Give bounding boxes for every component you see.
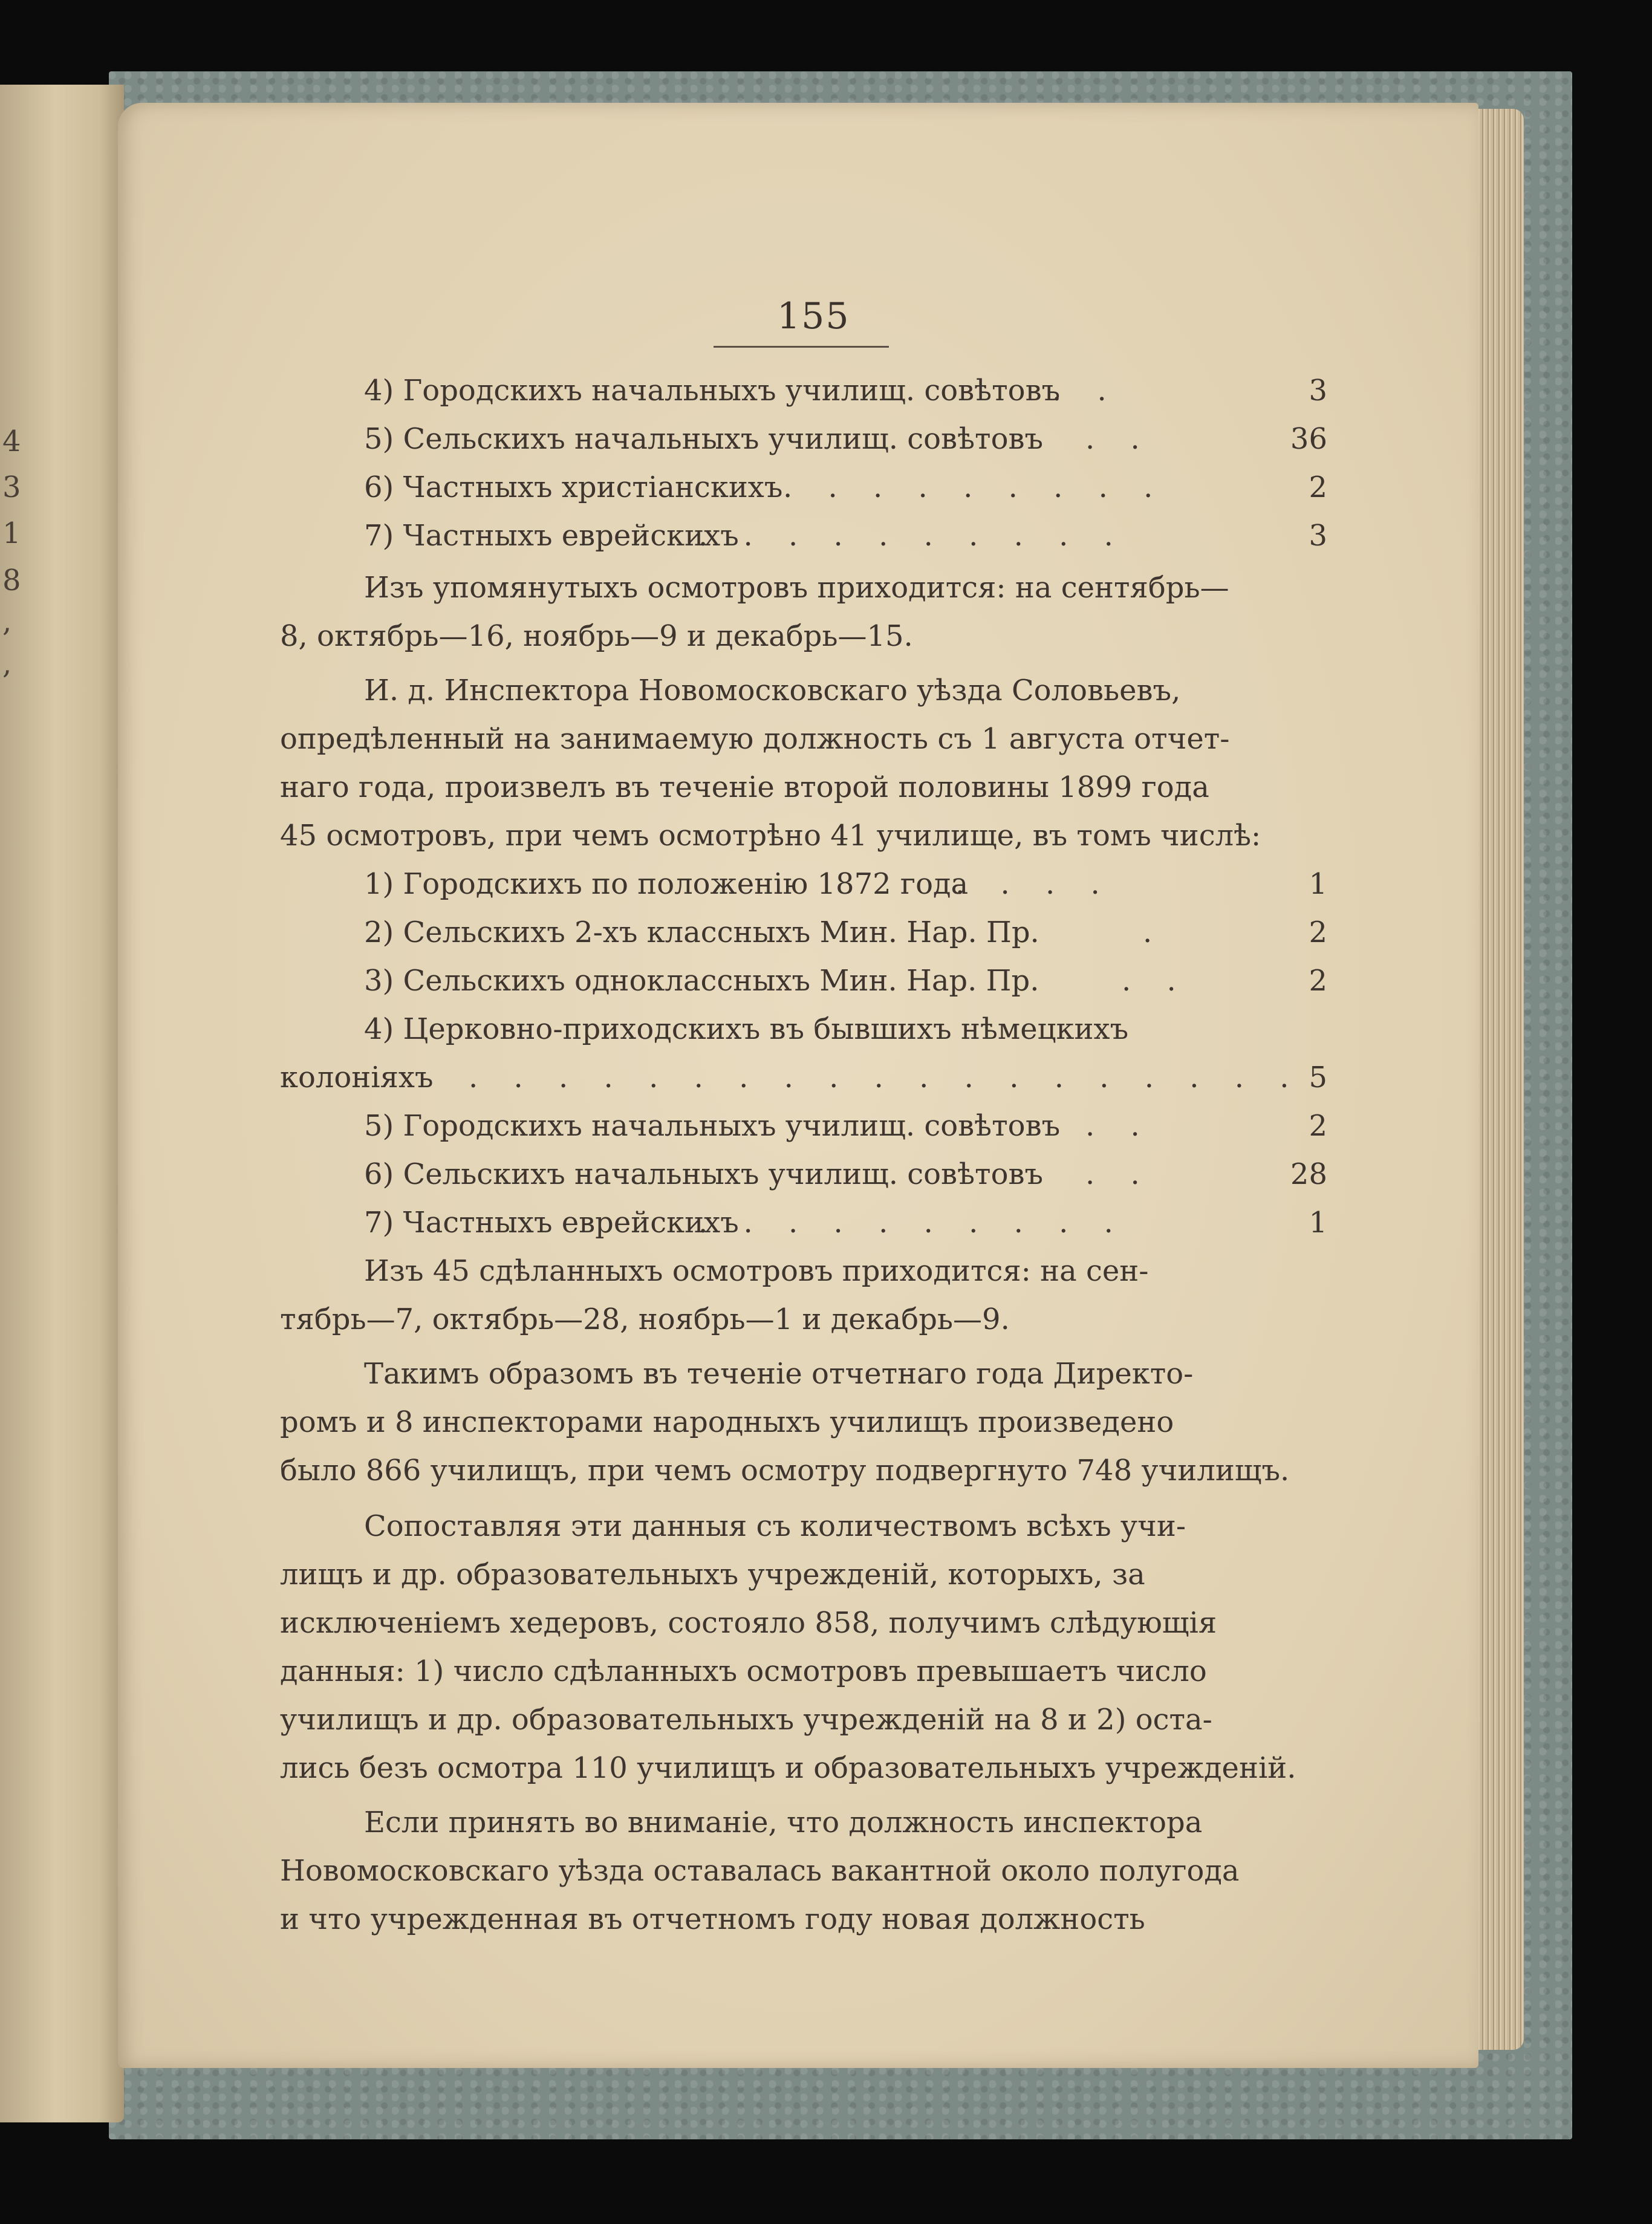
leader-dots: . . . . . . . . . . [698, 519, 1127, 553]
paragraph-line: училищъ и др. образовательныхъ учрежденій на 8 и 2) оста- [280, 1703, 1212, 1737]
leader-dots: . . [1122, 964, 1189, 998]
margin-fragment: , [2, 605, 12, 639]
paragraph-line: лищъ и др. образовательныхъ учрежденій, которыхъ, за [280, 1558, 1145, 1592]
list-item: 7) Частныхъ еврейскихъ [364, 519, 739, 553]
list-item: 4) Церковно-приходскихъ въ бывшихъ нѣмецкихъ [364, 1012, 1129, 1046]
paragraph-line: тябрь—7, октябрь—28, ноябрь—1 и декабрь—9. [280, 1302, 1010, 1336]
leader-dots: . . [1085, 1157, 1153, 1191]
margin-fragment: 3 [2, 470, 21, 504]
list-value: 3 [1309, 374, 1327, 408]
list-item: 5) Сельскихъ начальныхъ училищ. совѣтовъ [364, 422, 1044, 456]
paragraph-line: ромъ и 8 инспекторами народныхъ училищъ произведено [280, 1405, 1174, 1439]
leader-dots: . . [1085, 1109, 1153, 1143]
list-item: 4) Городскихъ начальныхъ училищ. совѣтовъ [364, 374, 1061, 408]
book-page [118, 103, 1478, 2068]
list-value: 2 [1309, 470, 1327, 504]
paragraph-line: Такимъ образомъ въ теченіе отчетнаго года Директо- [364, 1357, 1194, 1391]
list-item: 6) Частныхъ христіанскихъ [364, 470, 783, 504]
paragraph-line: данныя: 1) число сдѣланныхъ осмотровъ превышаетъ число [280, 1654, 1207, 1688]
paragraph-line: Сопоставляя эти данныя съ количествомъ всѣхъ учи- [364, 1509, 1186, 1543]
list-value: 2 [1309, 1109, 1327, 1143]
list-item: 6) Сельскихъ начальныхъ училищ. совѣтовъ [364, 1157, 1044, 1191]
list-value: 1 [1309, 867, 1327, 901]
paragraph-line: исключеніемъ хедеровъ, состояло 858, получимъ слѣдующія [280, 1606, 1217, 1640]
list-item: 3) Сельскихъ одноклассныхъ Мин. Нар. Пр. [364, 964, 1039, 998]
margin-fragment: 4 [2, 424, 21, 458]
leader-dots: . . . . [955, 867, 1113, 901]
paragraph-line: 45 осмотровъ, при чемъ осмотрѣно 41 училище, въ томъ числѣ: [280, 819, 1261, 853]
list-item: 2) Сельскихъ 2-хъ классныхъ Мин. Нар. Пр. [364, 915, 1039, 949]
leader-dots: . . . . . . . . . . . . . . . . . . . [469, 1061, 1302, 1094]
leader-dots: . . [1085, 422, 1153, 456]
paragraph-line: было 866 училищъ, при чемъ осмотру подвергнуто 748 училищъ. [280, 1454, 1290, 1488]
paragraph-line: Новомосковскаго уѣзда оставалась вакантной около полугода [280, 1854, 1240, 1888]
list-value: 3 [1309, 519, 1327, 553]
leader-dots: . . . . . . . . . [783, 470, 1166, 504]
list-value: 1 [1309, 1206, 1327, 1240]
page-number: 155 [777, 295, 850, 337]
margin-fragment: , [2, 647, 12, 681]
paragraph-line: Изъ упомянутыхъ осмотровъ приходится: на сентябрь— [364, 571, 1229, 605]
leader-dots: . . [1052, 374, 1120, 408]
paragraph-line: наго года, произвелъ въ теченіе второй половины 1899 года [280, 770, 1209, 804]
list-value: 36 [1290, 422, 1327, 456]
margin-fragment: 1 [2, 516, 21, 550]
paragraph-line: лись безъ осмотра 110 училищъ и образовательныхъ учрежденій. [280, 1751, 1296, 1785]
margin-fragment: 8 [2, 564, 21, 597]
list-value: 28 [1290, 1157, 1327, 1191]
paragraph-line: Если принять во вниманіе, что должность инспектора [364, 1806, 1203, 1839]
leader-dots: . . . . . . . . . . [698, 1206, 1127, 1240]
list-item-continuation: колоніяхъ [280, 1061, 434, 1094]
previous-page-edge [0, 85, 124, 2122]
header-rule [714, 346, 889, 348]
list-item: 1) Городскихъ по положенію 1872 года [364, 867, 969, 901]
list-item: 5) Городскихъ начальныхъ училищ. совѣтовъ [364, 1109, 1061, 1143]
list-value: 5 [1309, 1061, 1327, 1094]
list-value: 2 [1309, 915, 1327, 949]
list-item: 7) Частныхъ еврейскихъ [364, 1206, 739, 1240]
paragraph-line: 8, октябрь—16, ноябрь—9 и декабрь—15. [280, 619, 913, 653]
paragraph-line: И. д. Инспектора Новомосковскаго уѣзда Соловьевъ, [364, 674, 1181, 707]
leader-dots: . [1143, 915, 1166, 949]
paragraph-line: Изъ 45 сдѣланныхъ осмотровъ приходится: на сен- [364, 1254, 1149, 1288]
paragraph-line: опредѣленный на занимаемую должность съ 1 августа отчет- [280, 722, 1230, 756]
paragraph-line: и что учрежденная въ отчетномъ году новая должность [280, 1902, 1145, 1936]
list-value: 2 [1309, 964, 1327, 998]
